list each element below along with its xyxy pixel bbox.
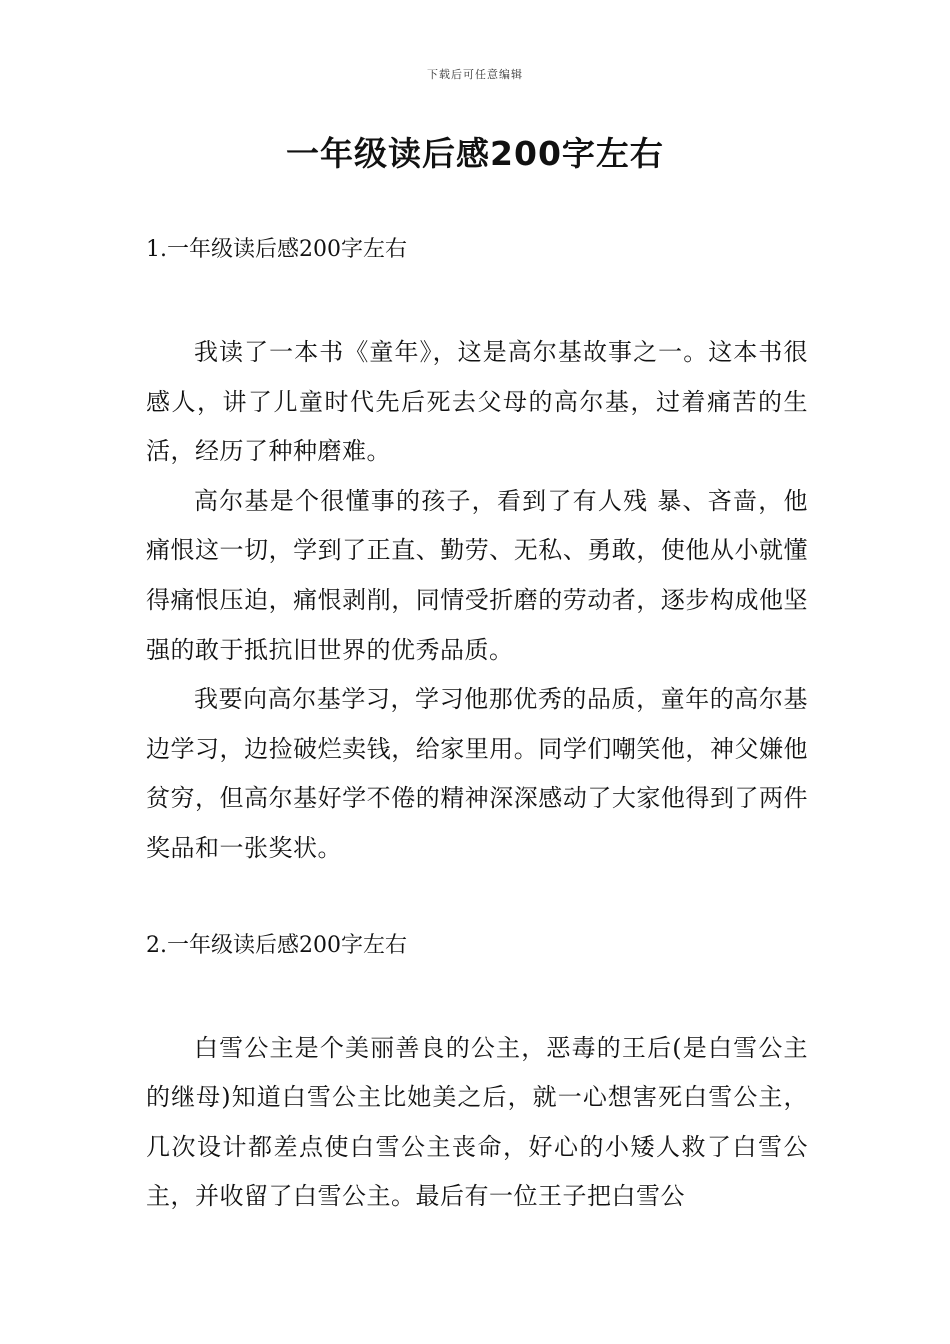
section-1	[146, 228, 808, 874]
header-note: 下载后可任意编辑	[427, 68, 523, 81]
paragraph: 高尔基是个很懂事的孩子，看到了有人残 暴、吝啬，他痛恨这一切，学到了正直、勤劳、无私、勇敢，使他从小就懂得痛恨压迫，痛恨剥削，同情受折磨的劳动者，逐步构成他坚强的敢于抵抗旧世界的优秀品质。	[146, 486, 808, 664]
section-heading: 1.一年级读后感200字左右	[146, 237, 407, 262]
document-body	[146, 228, 808, 1222]
paragraph: 我要向高尔基学习，学习他那优秀的品质，童年的高尔基边学习，边捡破烂卖钱，给家里用。同学们嘲笑他，神父嫌他贫穷，但高尔基好学不倦的精神深深感动了大家他得到了两件奖品和一张奖状。	[146, 685, 808, 862]
document-title: 一年级读后感200字左右	[286, 134, 664, 173]
spacer	[146, 874, 808, 924]
spacer	[146, 272, 808, 328]
section-2	[146, 924, 808, 1222]
spacer	[146, 968, 808, 1024]
section-heading: 2.一年级读后感200字左右	[146, 932, 407, 958]
paragraph: 白雪公主是个美丽善良的公主，恶毒的王后(是白雪公主的继母)知道白雪公主比她美之后，就一心想害死白雪公主，几次设计都差点使白雪公主丧命，好心的小矮人救了白雪公主，并收留了白雪公主。最后有一位王子把白雪公	[146, 1033, 808, 1211]
paragraph: 我读了一本书《童年》，这是高尔基故事之一。这本书很感人，讲了儿童时代先后死去父母的高尔基，过着痛苦的生活，经历了种种磨难。	[146, 338, 808, 466]
